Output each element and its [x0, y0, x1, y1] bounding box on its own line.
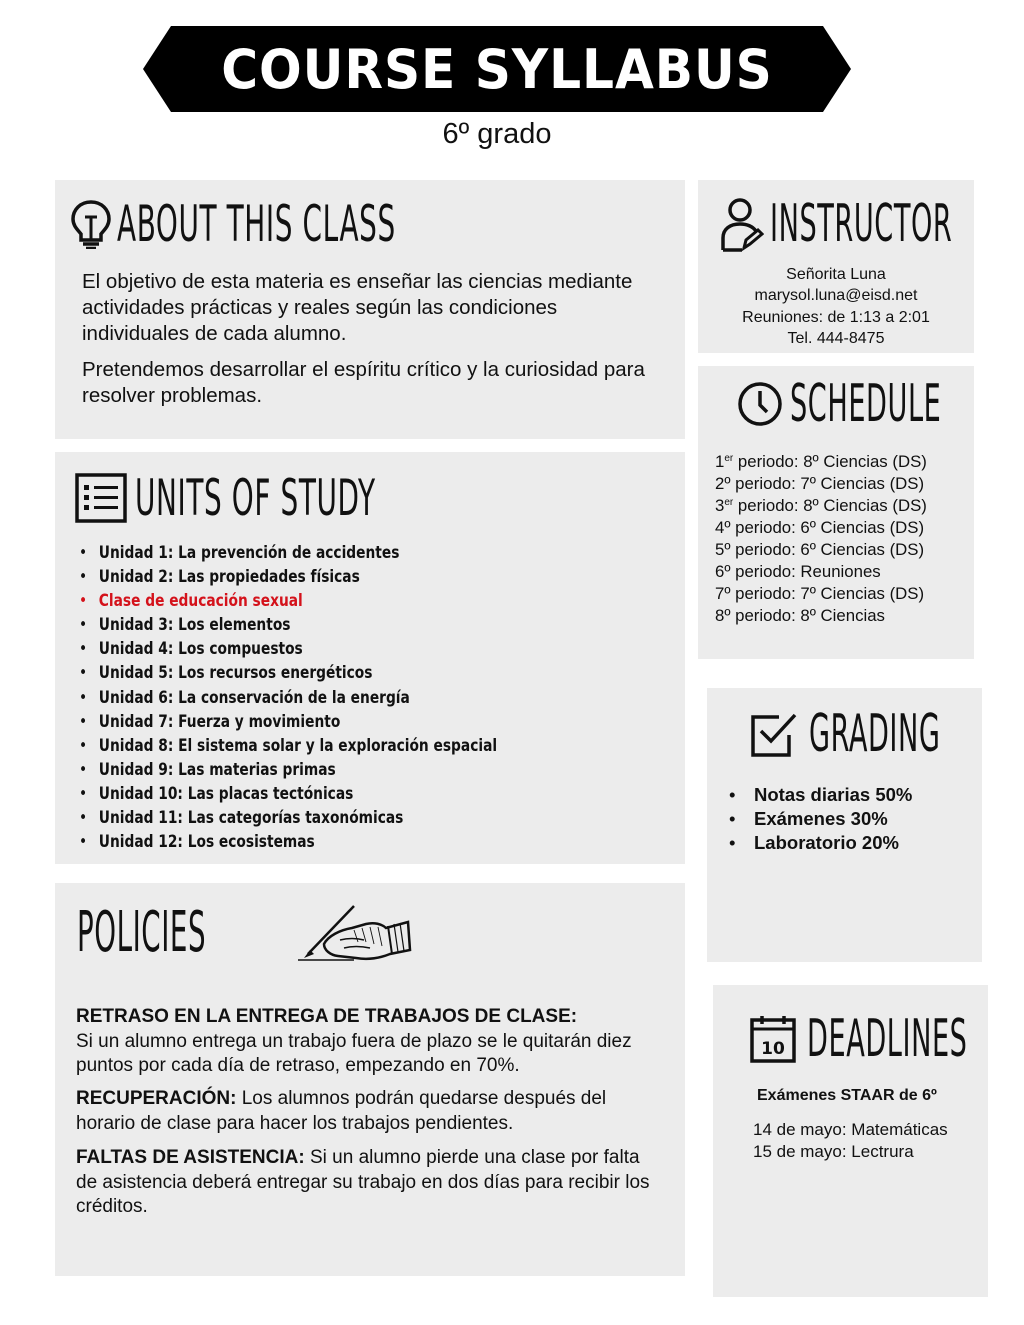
schedule-heading — [736, 374, 1024, 434]
unit-item — [79, 686, 497, 710]
schedule-row — [715, 495, 927, 517]
period-number: 6º — [715, 562, 731, 581]
deadline-row: 15 de mayo: Lectrura — [753, 1142, 914, 1161]
policy-late-text: Si un alumno entrega un trabajo fuera de plazo se le quitarán diez puntos por cada día de retraso, empezando en 70%. — [76, 1030, 632, 1076]
grading-item: • Notas diarias 50% — [729, 783, 912, 807]
policy-late — [76, 1005, 656, 1079]
unit-item — [79, 637, 497, 661]
policy-absence-text: Si un alumno pierde una clase por falta de asistencia deberá entregar su trabajo en dos días para recibir los créditos. — [76, 1147, 650, 1217]
schedule-row — [715, 517, 927, 539]
grade-subtitle: 6º grado — [442, 118, 552, 150]
hand-writing-icon — [294, 900, 412, 964]
period-text: periodo: Reuniones — [730, 562, 881, 581]
unit-item — [79, 613, 497, 637]
grading-item: • Laboratorio 20% — [729, 831, 912, 855]
schedule-heading-text: SCHEDULE — [790, 374, 942, 434]
title-banner — [143, 26, 851, 112]
unit-title: La conservación de la energía — [173, 687, 410, 708]
unit-title: Las propiedades físicas — [173, 567, 360, 588]
schedule-row — [715, 473, 927, 495]
unit-number: Unidad 4: — [98, 639, 174, 660]
grading-heading-text: GRADING — [809, 704, 941, 764]
unit-number: Unidad 6: — [98, 687, 174, 708]
unit-title: El sistema solar y la exploración espacial — [173, 735, 498, 756]
schedule-row — [715, 561, 927, 583]
unit-item — [79, 710, 497, 734]
grading-item: • Exámenes 30% — [729, 807, 912, 831]
policy-recovery — [76, 1087, 656, 1136]
clock-icon — [736, 380, 784, 428]
policy-absence-label: FALTAS DE ASISTENCIA: — [76, 1147, 305, 1168]
period-number: 5º — [715, 540, 731, 559]
period-text: periodo: 8º Ciencias — [730, 606, 885, 625]
deadlines-heading-text: DEADLINES — [807, 1009, 968, 1069]
unit-number: Unidad 12: — [98, 832, 183, 853]
schedule-row — [715, 451, 927, 473]
deadlines-list — [753, 1119, 948, 1163]
policy-recovery-label: RECUPERACIÓN: — [76, 1088, 237, 1109]
period-number: 7º — [715, 584, 731, 603]
units-heading — [75, 468, 523, 528]
instructor-name: Señorita Luna — [786, 266, 886, 283]
instructor-panel — [698, 180, 974, 353]
schedule-row — [715, 583, 927, 605]
period-text: periodo: 7º Ciencias (DS) — [730, 584, 925, 603]
about-heading-text: ABOUT THIS CLASS — [117, 195, 396, 253]
unit-item — [79, 589, 497, 613]
unit-item — [79, 806, 497, 830]
schedule-panel — [698, 366, 974, 659]
unit-number: Unidad 5: — [98, 663, 174, 684]
checkbox-icon — [749, 709, 799, 759]
unit-number: Unidad 9: — [98, 759, 174, 780]
unit-item — [79, 758, 497, 782]
unit-title: Los compuestos — [173, 639, 303, 660]
period-text: periodo: 6º Ciencias (DS) — [730, 518, 925, 537]
unit-number: Unidad 7: — [98, 711, 174, 732]
units-list — [79, 541, 544, 854]
period-ordinal: er — [724, 497, 734, 508]
grading-panel — [707, 688, 982, 962]
instructor-meetings: Reuniones: de 1:13 a 2:01 — [742, 308, 930, 326]
instructor-info — [698, 264, 974, 349]
unit-title: Los recursos energéticos — [173, 663, 373, 684]
about-panel — [55, 180, 685, 439]
deadlines-heading — [749, 1009, 1024, 1069]
policy-absence — [76, 1146, 656, 1220]
period-text: periodo: 7º Ciencias (DS) — [730, 474, 925, 493]
period-text: periodo: 8º Ciencias (DS) — [733, 452, 927, 471]
lightbulb-icon — [69, 199, 113, 249]
period-number: 8º — [715, 606, 731, 625]
unit-item — [79, 541, 497, 565]
unit-number: Unidad 2: — [98, 567, 174, 588]
schedule-row — [715, 605, 927, 627]
period-number: 1 — [715, 452, 725, 471]
instructor-heading-text: INSTRUCTOR — [770, 194, 953, 254]
person-edit-icon — [720, 196, 764, 252]
schedule-list — [715, 451, 927, 627]
calendar-day: 10 — [761, 1039, 785, 1059]
period-ordinal: er — [724, 453, 734, 464]
schedule-row — [715, 539, 927, 561]
period-number: 4º — [715, 518, 731, 537]
unit-title: Las placas tectónicas — [182, 783, 354, 804]
units-panel — [55, 452, 685, 864]
list-icon — [75, 472, 127, 524]
policies-heading-text: POLICIES — [77, 899, 207, 965]
unit-number: Unidad 3: — [98, 615, 174, 636]
policies-heading — [77, 897, 412, 967]
unit-item — [79, 782, 497, 806]
period-number: 2º — [715, 474, 731, 493]
unit-number: Unidad 10: — [98, 783, 183, 804]
grading-heading — [749, 704, 1024, 764]
period-number: 3 — [715, 496, 725, 515]
instructor-heading — [720, 194, 1024, 254]
unit-item — [79, 661, 497, 685]
deadlines-title: Exámenes STAAR de 6º — [757, 1087, 937, 1104]
unit-title: Las categorías taxonómicas — [182, 808, 404, 829]
unit-number: Unidad 1: — [98, 543, 174, 563]
unit-number: Clase de educación sexual — [98, 591, 303, 612]
grading-list — [729, 783, 912, 855]
page-title: COURSE SYLLABUS — [221, 37, 773, 101]
calendar-icon — [749, 1014, 797, 1064]
unit-number: Unidad 8: — [98, 735, 174, 756]
instructor-email[interactable]: marysol.luna@eisd.net — [754, 287, 918, 305]
unit-item — [79, 565, 497, 589]
policy-late-label: RETRASO EN LA ENTREGA DE TRABAJOS DE CLASE: — [76, 1006, 578, 1027]
unit-item — [79, 734, 497, 758]
unit-title: Los ecosistemas — [182, 832, 315, 853]
unit-number: Unidad 11: — [98, 808, 183, 829]
unit-title: Fuerza y movimiento — [173, 711, 341, 732]
unit-title: Los elementos — [173, 615, 291, 636]
unit-title: La prevención de accidentes — [173, 543, 400, 563]
about-paragraph: Pretendemos desarrollar el espíritu crítico y la curiosidad para resolver problemas. — [82, 358, 645, 407]
about-paragraph: El objetivo de esta materia es enseñar las ciencias mediante actividades prácticas y reales según las condiciones individuales de cada alumno. — [82, 270, 633, 345]
policies-panel — [55, 883, 685, 1276]
about-heading — [69, 194, 567, 254]
deadlines-panel — [713, 985, 988, 1297]
period-text: periodo: 8º Ciencias (DS) — [733, 496, 927, 515]
unit-title: Las materias primas — [173, 759, 336, 780]
units-heading-text: UNITS OF STUDY — [135, 469, 376, 527]
instructor-phone: Tel. 444-8475 — [787, 329, 885, 347]
period-text: periodo: 6º Ciencias (DS) — [730, 540, 925, 559]
policy-recovery-text: Los alumnos podrán quedarse después del horario de clase para hacer los trabajos pendientes. — [76, 1088, 607, 1134]
unit-item — [79, 830, 497, 854]
deadline-row: 14 de mayo: Matemáticas — [753, 1120, 948, 1139]
